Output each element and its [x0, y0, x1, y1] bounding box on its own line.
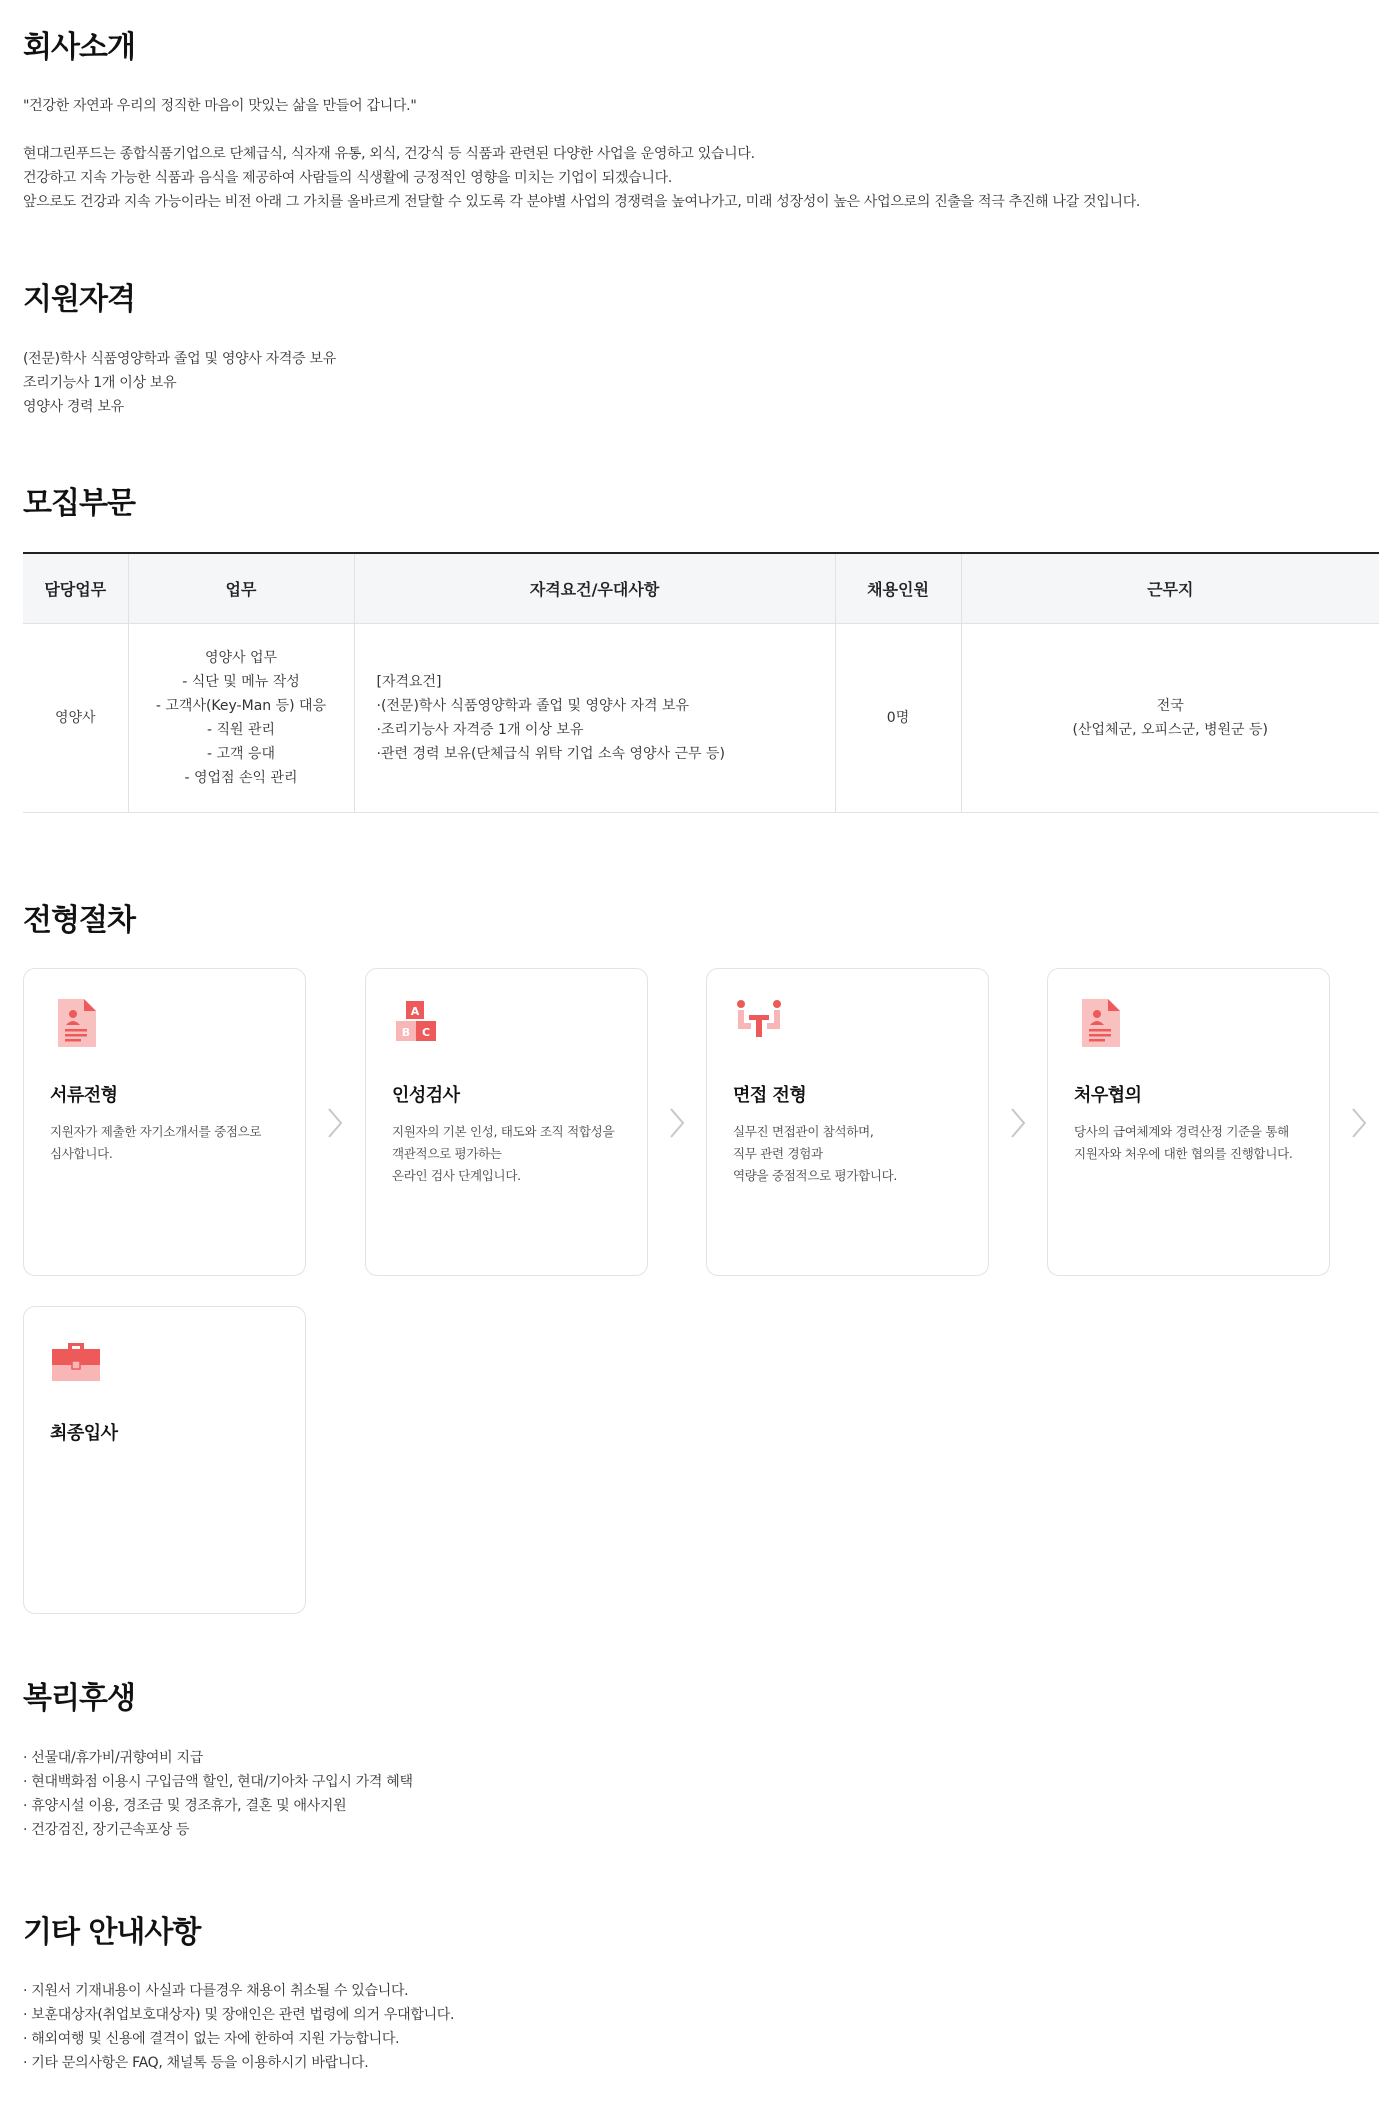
svg-text:C: C: [421, 1026, 431, 1039]
document-icon: [1074, 997, 1126, 1049]
etc-item: · 해외여행 및 신용에 결격이 없는 자에 한하여 지원 가능합니다.: [23, 2031, 400, 2047]
table-row: [23, 623, 1379, 812]
etc-item: · 지원서 기재내용이 사실과 다를경우 채용이 취소될 수 있습니다.: [23, 1983, 409, 1999]
requirement-item: ·관련 경력 보유(단체급식 위탁 기업 소속 영양사 근무 등): [376, 745, 726, 762]
qualification-item: (전문)학사 식품영양학과 졸업 및 영양사 자격증 보유: [23, 351, 336, 367]
step-card-aptitude: [365, 968, 648, 1276]
duty-item: - 고객사(Key-Man 등) 대응: [155, 697, 327, 714]
company-line: 앞으로도 건강과 지속 가능이라는 비전 아래 그 가치를 올바르게 전달할 수 있도록 각 분야별 사업의 경쟁력을 높여나가고, 미래 성장성이 높은 사업으로의 진출을 적극 추진해 나갈 것입니다.: [23, 194, 1141, 210]
cell-location: [961, 623, 1379, 812]
briefcase-icon: [50, 1335, 102, 1387]
welfare-item: · 휴양시설 이용, 경조금 및 경조휴가, 결혼 및 애사지원: [23, 1798, 347, 1814]
step-desc-line: 온라인 검사 단계입니다.: [392, 1168, 521, 1183]
etc-list: [23, 1979, 454, 2075]
location-line: 전국: [1156, 697, 1184, 714]
step-title: 최종입사: [50, 1423, 118, 1444]
interview-icon: [733, 997, 785, 1049]
step-desc-line: 역량을 중점적으로 평가합니다.: [733, 1168, 898, 1183]
step-desc-line: 당사의 급여체계와 경력산정 기준을 통해: [1074, 1124, 1289, 1139]
section-title-process: 전형절차: [23, 903, 135, 938]
document-icon: [50, 997, 102, 1049]
company-line: 건강하고 지속 가능한 식품과 음식을 제공하여 사람들의 식생활에 긍정적인 영향을 미치는 기업이 되겠습니다.: [23, 170, 673, 186]
step-desc-line: 지원자가 제출한 자기소개서를 중점으로: [50, 1124, 262, 1139]
section-title-welfare: 복리후생: [23, 1681, 135, 1716]
step-description: [1074, 1121, 1293, 1165]
chevron-right-icon: [324, 1106, 346, 1140]
step-description: [392, 1121, 614, 1187]
company-description: [23, 142, 1140, 214]
section-title-recruit: 모집부문: [23, 486, 135, 521]
location-line: (산업체군, 오피스군, 병원군 등): [1072, 721, 1268, 738]
chevron-right-icon: [666, 1106, 688, 1140]
requirement-item: ·조리기능사 자격증 1개 이상 보유: [376, 721, 584, 738]
step-desc-line: 실무진 면접관이 참석하며,: [733, 1124, 874, 1139]
cell-duties: [128, 623, 354, 812]
etc-item: · 기타 문의사항은 FAQ, 채널톡 등을 이용하시기 바랍니다.: [23, 2055, 369, 2071]
duty-item: - 식단 및 메뉴 작성: [182, 673, 300, 690]
cell-role: 영양사: [23, 623, 128, 812]
step-title: 처우협의: [1074, 1085, 1142, 1106]
step-card-interview: [706, 968, 989, 1276]
step-description: [50, 1121, 261, 1165]
header-requirements: 자격요건/우대사항: [354, 553, 835, 623]
step-card-final: [23, 1306, 306, 1614]
table-header-row: [23, 553, 1379, 623]
duty-item: - 직원 관리: [206, 721, 276, 738]
section-title-qualification: 지원자격: [23, 282, 135, 317]
welfare-list: [23, 1746, 413, 1842]
chevron-right-icon: [1007, 1106, 1029, 1140]
step-card-negotiation: [1047, 968, 1330, 1276]
section-title-etc: 기타 안내사항: [23, 1915, 201, 1950]
qualification-item: 조리기능사 1개 이상 보유: [23, 375, 177, 391]
duty-item: - 고객 응대: [206, 745, 276, 762]
abc-blocks-icon: [392, 997, 444, 1049]
welfare-item: · 건강검진, 장기근속포상 등: [23, 1822, 190, 1838]
header-headcount: 채용인원: [835, 553, 961, 623]
qualification-list: [23, 347, 336, 419]
header-duties: 업무: [128, 553, 354, 623]
header-role: 담당업무: [23, 553, 128, 623]
step-title: 면접 전형: [733, 1085, 807, 1106]
step-desc-line: 지원자의 기본 인성, 태도와 조직 적합성을: [392, 1124, 615, 1139]
header-location: 근무지: [961, 553, 1379, 623]
cell-requirements: [354, 623, 835, 812]
step-desc-line: 객관적으로 평가하는: [392, 1146, 502, 1161]
welfare-item: · 현대백화점 이용시 구입금액 할인, 현대/기아차 구입시 가격 혜택: [23, 1774, 413, 1790]
requirement-item: ·(전문)학사 식품영양학과 졸업 및 영양사 자격 보유: [376, 697, 690, 714]
company-slogan: "건강한 자연과 우리의 정직한 마음이 맛있는 삶을 만들어 갑니다.": [23, 98, 417, 114]
svg-text:B: B: [401, 1026, 411, 1039]
step-desc-line: 직무 관련 경험과: [733, 1146, 823, 1161]
svg-text:A: A: [410, 1005, 420, 1018]
qualification-item: 영양사 경력 보유: [23, 399, 124, 415]
company-line: 현대그린푸드는 종합식품기업으로 단체급식, 식자재 유통, 외식, 건강식 등 식품과 관련된 다양한 사업을 운영하고 있습니다.: [23, 146, 755, 162]
step-desc-line: 심사합니다.: [50, 1146, 113, 1161]
step-title: 인성검사: [392, 1085, 460, 1106]
cell-headcount: 0명: [835, 623, 961, 812]
step-card-document: [23, 968, 306, 1276]
step-desc-line: 지원자와 처우에 대한 협의를 진행합니다.: [1074, 1146, 1293, 1161]
requirement-item: [자격요건]: [376, 673, 442, 690]
duty-item: - 영업점 손익 관리: [184, 769, 298, 786]
recruit-table: [23, 552, 1379, 813]
step-title: 서류전형: [50, 1085, 118, 1106]
step-description: [733, 1121, 897, 1187]
welfare-item: · 선물대/휴가비/귀향여비 지급: [23, 1750, 203, 1766]
section-title-company: 회사소개: [23, 30, 135, 65]
duty-item: 영양사 업무: [204, 649, 278, 666]
etc-item: · 보훈대상자(취업보호대상자) 및 장애인은 관련 법령에 의거 우대합니다.: [23, 2007, 455, 2023]
chevron-right-icon: [1348, 1106, 1370, 1140]
